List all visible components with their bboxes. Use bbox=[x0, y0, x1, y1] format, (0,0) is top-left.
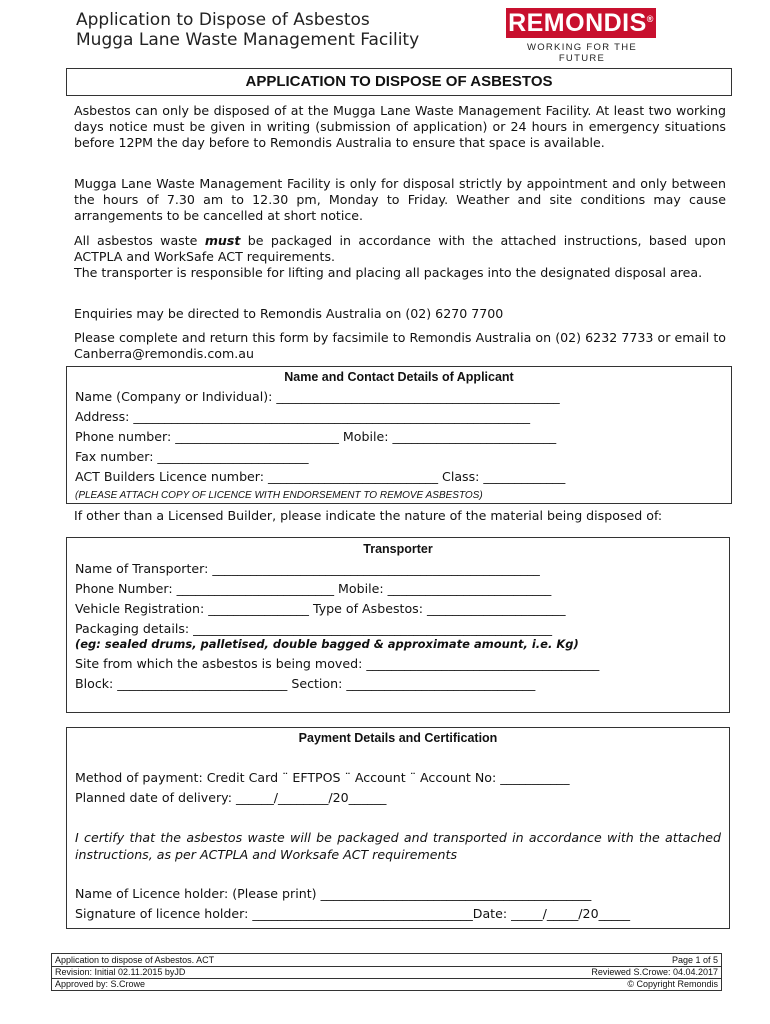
remondis-logo bbox=[506, 8, 656, 38]
footer-reviewed: Reviewed S.Crowe: 04.04.2017 bbox=[591, 967, 718, 977]
vehicle-registration-field[interactable]: Vehicle Registration: ________________ Type of Asbestos: ______________________ bbox=[75, 601, 566, 616]
licence-attachment-note: (PLEASE ATTACH COPY OF LICENCE WITH ENDORSEMENT TO REMOVE ASBESTOS) bbox=[75, 490, 483, 501]
builders-licence-field[interactable]: ACT Builders Licence number: ___________________________ Class: _____________ bbox=[75, 469, 566, 484]
footer-divider bbox=[52, 978, 721, 979]
form-title: APPLICATION TO DISPOSE OF ASBESTOS bbox=[66, 68, 732, 96]
intro-paragraph-hours: Mugga Lane Waste Management Facility is only for disposal strictly by appointment and only between the hours of 7.30 am to 12.30 pm, Monday to Friday. Weather and site conditions may cause arrangements to be cancelled at short notice. bbox=[74, 176, 726, 223]
footer-document-name: Application to dispose of Asbestos. ACT bbox=[55, 955, 215, 965]
logo-registered-mark: ® bbox=[646, 14, 654, 24]
header-title-line-1: Application to Dispose of Asbestos bbox=[76, 10, 370, 30]
licence-holder-name-field[interactable]: Name of Licence holder: (Please print) ___________________________________________ bbox=[75, 886, 592, 901]
payment-section-title: Payment Details and Certification bbox=[298, 731, 498, 745]
transporter-phone-field[interactable]: Phone Number: _________________________ Mobile: __________________________ bbox=[75, 581, 552, 596]
eftpos-checkbox[interactable]: ¨ bbox=[344, 770, 351, 785]
intro-paragraph-packaging bbox=[74, 233, 726, 281]
footer-approved: Approved by: S.Crowe bbox=[55, 979, 146, 989]
credit-card-checkbox[interactable]: ¨ bbox=[282, 770, 289, 785]
document-footer bbox=[51, 953, 722, 991]
footer-revision: Revision: Initial 02.11.2015 byJD bbox=[55, 967, 186, 977]
applicant-address-field[interactable]: Address: _______________________________________________________________ bbox=[75, 409, 531, 424]
certification-statement: I certify that the asbestos waste will be packaged and transported in accordance with the attached instructions, as per ACTPLA and Worksafe ACT requirements bbox=[75, 830, 721, 862]
packaging-details-field[interactable]: Packaging details: _________________________________________________________ bbox=[75, 621, 553, 636]
logo-text: REMONDIS bbox=[508, 9, 647, 37]
signature-date-field[interactable]: Signature of licence holder: ___________________________________Date: _____/_____/20_____ bbox=[75, 906, 631, 921]
payment-method-label: Method of payment: Credit Card bbox=[75, 770, 283, 785]
enquiries-text: Enquiries may be directed to Remondis Australia on (02) 6270 7700 bbox=[74, 306, 504, 321]
transporter-responsibility: The transporter is responsible for lifting and placing all packages into the designated disposal area. bbox=[74, 265, 703, 280]
header-title-line-2: Mugga Lane Waste Management Facility bbox=[76, 30, 420, 50]
packaging-example-note: (eg: sealed drums, palletised, double bagged & approximate amount, i.e. Kg) bbox=[75, 637, 579, 651]
applicant-phone-field[interactable]: Phone number: __________________________ Mobile: __________________________ bbox=[75, 429, 557, 444]
applicant-section-title: Name and Contact Details of Applicant bbox=[284, 370, 514, 384]
return-instructions: Please complete and return this form by facsimile to Remondis Australia on (02) 6232 7733 or email to Canberra@remondis.com.au bbox=[74, 330, 726, 361]
account-label: Account bbox=[350, 770, 410, 785]
packaging-text-a: All asbestos waste bbox=[74, 233, 205, 248]
eftpos-label: EFTPOS bbox=[288, 770, 345, 785]
logo-tagline: WORKING FOR THE FUTURE bbox=[526, 42, 638, 64]
footer-copyright: © Copyright Remondis bbox=[627, 979, 718, 989]
transporter-section bbox=[66, 537, 730, 713]
account-number-field[interactable]: Account No: ___________ bbox=[416, 770, 570, 785]
payment-certification-section bbox=[66, 727, 730, 929]
transporter-section-title: Transporter bbox=[363, 542, 433, 556]
intro-paragraph-notice: Asbestos can only be disposed of at the Mugga Lane Waste Management Facility. At least two working days notice must be given in writing (submission of application) or 24 hours in emergency situations before 12PM the day before to Remondis Australia to ensure that space is available. bbox=[74, 103, 726, 150]
must-emphasis: must bbox=[204, 233, 241, 248]
site-origin-field[interactable]: Site from which the asbestos is being moved: _____________________________________ bbox=[75, 656, 600, 671]
footer-page-number: Page 1 of 5 bbox=[671, 955, 718, 965]
packaging-text-b: be packaged in accordance with the attached instructions, based upon ACTPLA and WorkSafe ACT requirements. bbox=[74, 233, 726, 264]
transporter-name-field[interactable]: Name of Transporter: ____________________________________________________ bbox=[75, 561, 540, 576]
delivery-date-field[interactable]: Planned date of delivery: ______/________/20______ bbox=[75, 790, 387, 805]
applicant-name-field[interactable]: Name (Company or Individual): _____________________________________________ bbox=[75, 389, 560, 404]
applicant-details-section bbox=[66, 366, 732, 504]
payment-method-row bbox=[75, 770, 570, 786]
document-header-title bbox=[76, 10, 419, 50]
applicant-fax-field[interactable]: Fax number: ________________________ bbox=[75, 449, 309, 464]
account-checkbox[interactable]: ¨ bbox=[409, 770, 417, 785]
other-material-note: If other than a Licensed Builder, please indicate the nature of the material being disposed of: bbox=[74, 508, 663, 523]
block-section-field[interactable]: Block: ___________________________ Section: ______________________________ bbox=[75, 676, 536, 691]
